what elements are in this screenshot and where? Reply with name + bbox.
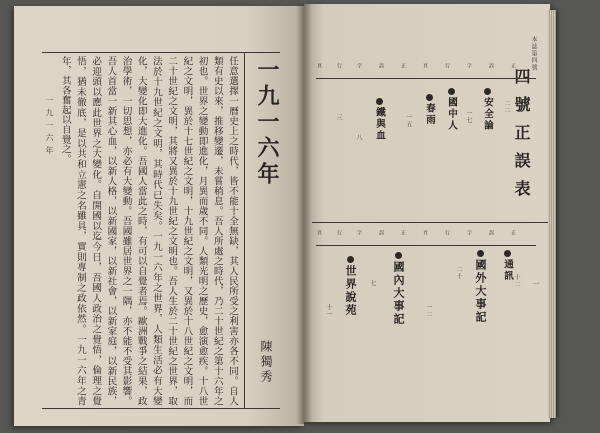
header-cell: 頁 [422,63,428,69]
header-cell: 誤 [488,63,494,69]
bullet-dot-icon [426,94,433,101]
errata-entry: 七 [369,280,376,287]
header-cell: 頁 [422,230,428,236]
errata-table-title: 四號正誤表 [512,68,531,208]
header-cell: 行 [444,230,450,236]
section-heading: 安全論 [480,88,494,132]
left-page-frame-bottom [42,408,280,409]
essay-body: 任意選擇一曆史上之時代，皆不能十全無缺，其人民所受之利害亦各不同。自人類有史以來，推移變遷，未嘗稍息。吾人所處之時代，乃二十世紀之第十六年之初也。世界之變動即進化，月異而歲不同。人類光明之歷史，愈演愈疾。十八世紀之文明，異於十七世紀之文明，十九世紀之文明，又異於十八世紀之文明，而二十世紀之文明，其將又異於十九世紀之文明也。吾人生於二十世紀之世界，取法於十九世紀之文明，其時代已失矣。一九一六年之世界，人類生活必有大變化，大變化即大進化。吾國人當此之時，有可以自覺者焉。歐洲戰爭之結果，政治學術，一切思想，亦必有大變動。吾國雖居世界之一隅，亦不能不受其影響。吾人首當一新其心血，以新人格，以新國家，以新社會，以新家庭，以新民族，必迎頭以應此世界之大變化。自開國以迄今日，吾國人政治之覺悟，倫理之覺悟，猶未徹底，是以共和立憲之名雖具，實則專制之政依然。一九一六年之青年，其各奮起以自覺之。 [59,56,238,406]
section-heading: 國外大事記 [472,250,488,324]
header-cell: 頁 [316,63,322,69]
header-cell: 正 [510,230,516,236]
header-cell: 正 [400,63,406,69]
errata-entry: 一七 [465,110,472,124]
header-cell: 頁 [316,230,322,236]
errata-header-bottom [316,229,536,246]
header-cell: 字 [356,63,362,69]
bullet-dot-icon [448,88,455,95]
section-heading: 國中人 [444,88,458,132]
series-label: 本誌第四號 [530,36,537,71]
header-cell: 誤 [488,230,494,236]
header-cell: 誤 [378,63,384,69]
bullet-dot-icon [477,250,484,257]
bullet-dot-icon [347,256,354,263]
header-cell: 正 [400,230,406,236]
errata-header-top [316,62,536,79]
errata-entry: 一二 [425,304,432,318]
table-divider [312,222,548,223]
page-tab: 一 [532,280,540,289]
page-edges [548,10,556,418]
section-heading: 國內大事記 [390,252,406,326]
left-page-frame-divider [244,52,245,408]
bullet-dot-icon [484,88,491,95]
bullet-dot-icon [376,98,383,105]
header-cell: 誤 [378,230,384,236]
bullet-dot-icon [395,252,402,259]
errata-entry: 十一 [325,304,332,318]
header-cell: 字 [466,63,472,69]
errata-entry: 三 [335,114,342,121]
header-cell: 行 [444,63,450,69]
errata-entry: 二二 [503,100,510,114]
page-number: 一 九 一 六 年 [45,96,54,156]
errata-entry: 二十 [455,266,462,280]
errata-entry: 八 [355,134,362,141]
errata-entry: 十二 [513,274,520,288]
left-page [14,6,304,426]
errata-entry: 一五 [405,114,412,128]
header-cell: 行 [336,230,342,236]
header-cell: 行 [336,63,342,69]
section-heading: 鐵與血 [372,98,386,142]
essay-author: 陳獨秀 [259,340,273,385]
bullet-dot-icon [504,250,511,257]
header-cell: 字 [466,230,472,236]
section-heading: 世界說苑 [342,256,358,317]
section-heading: 通訊 [500,250,514,282]
header-cell: 正 [510,63,516,69]
right-page [304,4,550,422]
essay-title: 一九一六年 [254,58,280,188]
header-cell: 字 [356,230,362,236]
section-heading: 春雨 [422,94,436,126]
